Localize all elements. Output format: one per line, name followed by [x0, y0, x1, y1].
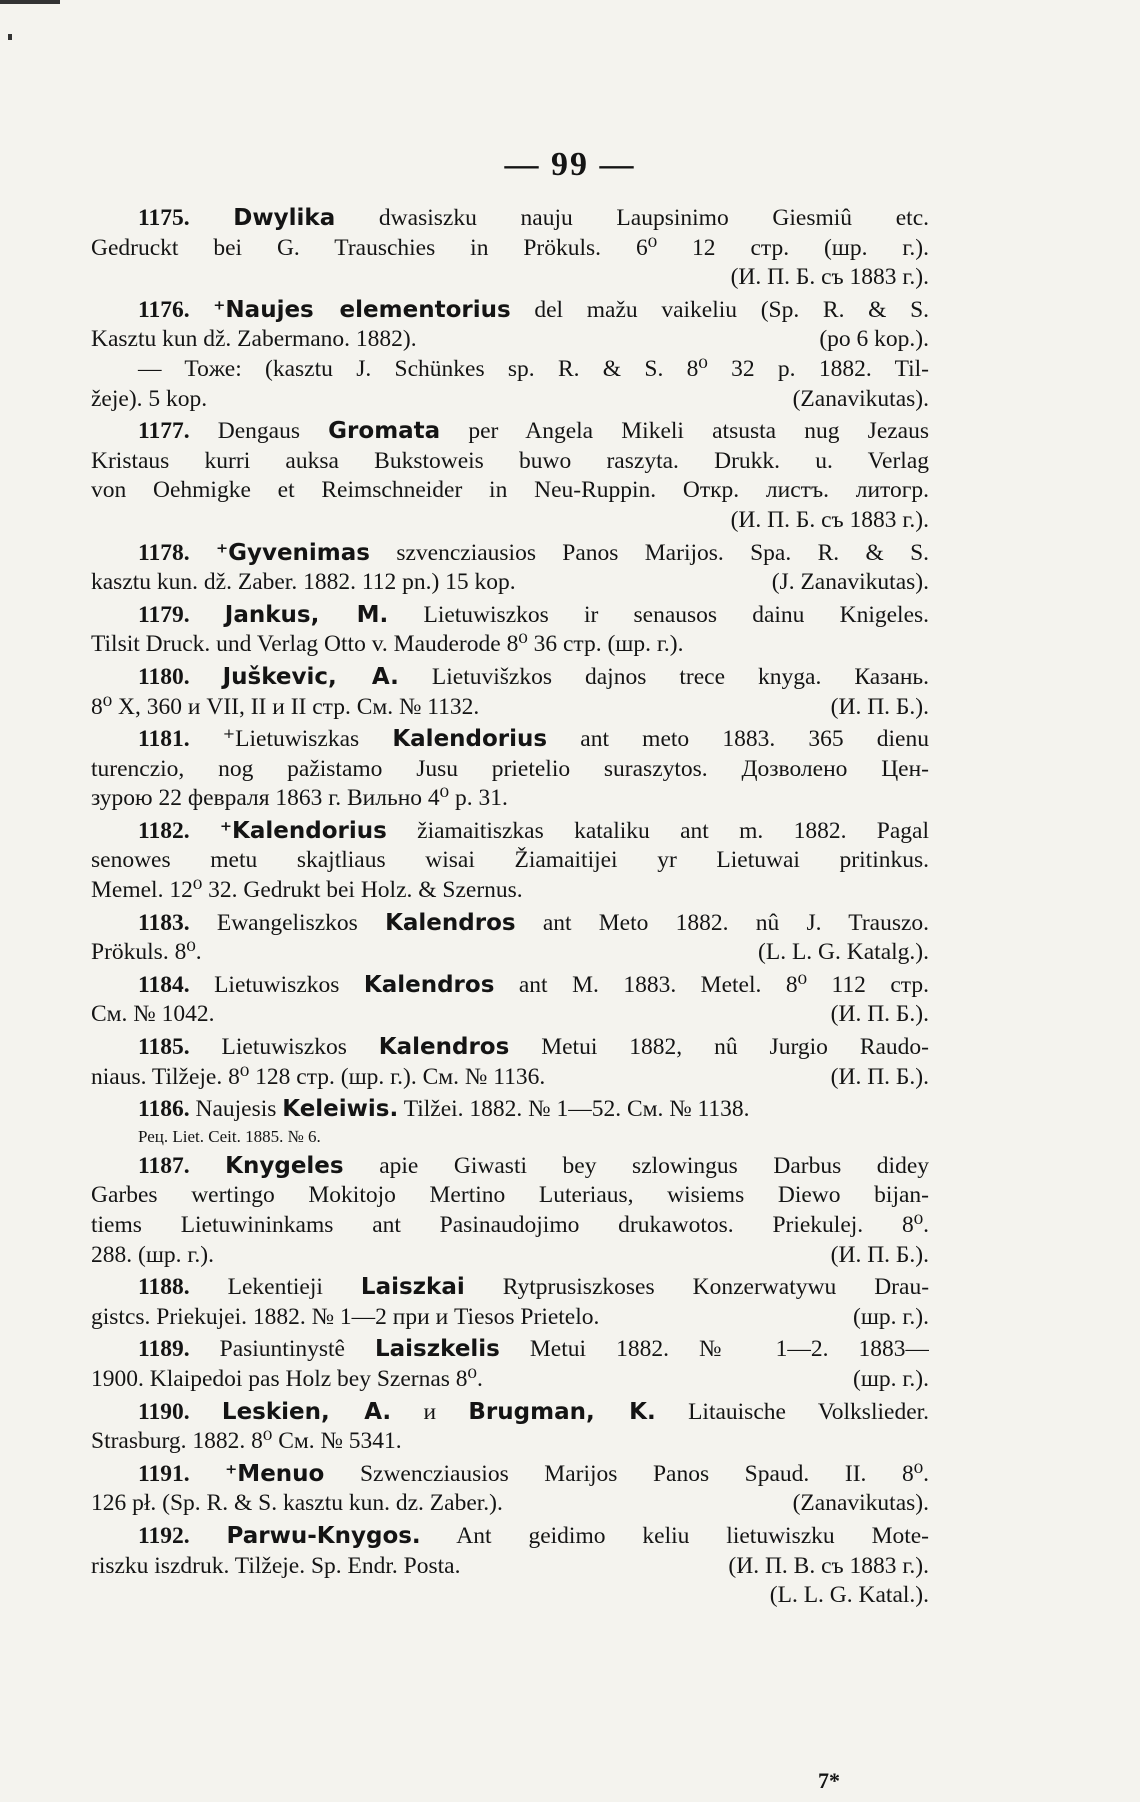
entry-heading: ⁺Naujes elementorius [213, 296, 511, 323]
entry-heading: Brugman, K. [468, 1398, 656, 1425]
entry-number: 1179. [138, 601, 190, 628]
entry-text: ant meto 1883. 365 dienu [580, 726, 929, 753]
entry-line [91, 355, 929, 385]
entry-heading: Laiszkelis [375, 1336, 500, 1363]
entry-heading: Jankus, M. [224, 601, 389, 628]
entry-line [91, 1398, 929, 1428]
bibliography-entry [91, 539, 929, 598]
bibliography-column [91, 204, 929, 1614]
entry-line [91, 1152, 929, 1182]
bibliography-entry [91, 1398, 929, 1457]
scan-mark-edge [8, 34, 12, 40]
entry-number: 1178. [138, 539, 190, 566]
entry-text: dwasiszku nauju Laupsinimo Giesmiû etc. [378, 205, 929, 231]
entry-line [91, 909, 929, 939]
entry-number: 1175. [138, 205, 190, 231]
entry-prefix: Dengaus [217, 418, 300, 445]
entry-line [91, 1365, 929, 1395]
entry-text: 126 pł. (Sp. R. & S. kasztu kun. dz. Zaber.). [91, 1490, 503, 1517]
entry-source: (И. П. В. съ 1883 г.). [728, 1552, 929, 1579]
entry-number: 1182. [138, 817, 190, 844]
entry-heading: Kalendros [378, 1034, 510, 1061]
bibliography-entry [91, 1273, 929, 1332]
bibliography-entry [91, 601, 929, 660]
entry-text: gistcs. Priekujei. 1882. № 1—2 при и Tiesos Prietelo. [91, 1303, 600, 1330]
entry-number: 1181. [138, 726, 190, 753]
entry-text: turenczio, nog pažistamo Jusu prietelio suraszytos. Дозволено Цен- [91, 755, 929, 782]
bibliography-entry [91, 296, 929, 414]
entry-number: 1191. [138, 1460, 190, 1487]
entry-number: 1190. [138, 1398, 190, 1425]
entry-line [91, 784, 929, 814]
scan-mark-top-left [0, 0, 60, 4]
entry-prefix: Pasiuntinystê [219, 1336, 345, 1363]
entry-line [91, 1181, 929, 1211]
entry-prefix: ⁺Lietuwiszkas [222, 726, 360, 753]
entry-line [91, 1581, 929, 1611]
entry-line [91, 755, 929, 785]
entry-line [91, 1522, 929, 1552]
entry-source: (po 6 kop.). [819, 326, 929, 353]
entry-line [91, 663, 929, 693]
entry-prefix: Lekentieji [227, 1274, 323, 1301]
entry-text: ant Meto 1882. nû J. Trauszo. [542, 909, 929, 936]
entry-line [91, 1427, 929, 1457]
bibliography-entry [91, 1152, 929, 1270]
entry-text: Tilžei. 1882. № 1—52. См. № 1138. [403, 1096, 750, 1123]
entry-line [91, 846, 929, 876]
entry-heading: Juškevic, A. [222, 663, 399, 690]
entry-line [91, 971, 929, 1001]
entry-line [91, 1241, 929, 1271]
entry-text: Tilsit Druck. und Verlag Otto v. Mauderode 8⁰ 36 стр. (шр. г.). [91, 631, 684, 658]
entry-line [91, 601, 929, 631]
bibliography-entry [91, 1095, 929, 1149]
entry-text: Garbes wertingo Mokitojo Mertino Luteriaus, wisiems Diewo bijan- [91, 1182, 929, 1209]
entry-line [91, 725, 929, 755]
entry-line [91, 476, 929, 506]
entry-text: Prökuls. 8⁰. [91, 939, 202, 966]
bibliography-entry [91, 417, 929, 535]
entry-text: Ant geidimo keliu lietuwiszku Mote- [456, 1522, 929, 1549]
entry-text: Kasztu kun dž. Zabermano. 1882). [91, 326, 417, 353]
entry-line [91, 1063, 929, 1093]
bibliography-entry [91, 909, 929, 968]
entry-line [91, 876, 929, 906]
entry-text: Kristaus kurri auksa Bukstoweis buwo raszyta. Drukk. u. Verlag [91, 447, 929, 474]
entry-heading: ⁺Menuo [225, 1460, 325, 1487]
bibliography-entry [91, 204, 929, 293]
bibliography-entry [91, 725, 929, 814]
entry-text: 8⁰ X, 360 и VII, II и II стр. См. № 1132. [91, 693, 480, 720]
bibliography-entry [91, 817, 929, 906]
bibliography-entry [91, 971, 929, 1030]
entry-prefix: Lietuwiszkos [221, 1034, 347, 1061]
entry-text: Metui 1882, nû Jurgio Raudo- [541, 1034, 929, 1061]
entry-text: — Toже: (kasztu J. Schünkes sp. R. & S. 8⁰ 32 p. 1882. Til- [138, 355, 929, 382]
entry-text: 288. (шр. г.). [91, 1241, 214, 1268]
entry-text: per Angela Mikeli atsusta nug Jezaus [468, 418, 929, 445]
entry-line [91, 693, 929, 723]
entry-source: (J. Zanavikutas). [771, 569, 929, 596]
entry-prefix: Lietuwiszkos [214, 971, 340, 998]
entry-line [91, 1489, 929, 1519]
entry-text: szvencziausios Panos Marijos. Spa. R. & S. [396, 539, 929, 566]
page-number: — 99 — [504, 146, 636, 183]
entry-text: senowes metu skajtliaus wisai Žiamaitijei yr Lietuwai pritinkus. [91, 847, 929, 874]
entry-text: Szwencziausios Marijos Panos Spaud. II. 8⁰. [359, 1460, 929, 1487]
entry-text: žiamaitiszkas kataliku ant m. 1882. Pagal [417, 817, 929, 844]
entry-number: 1187. [138, 1152, 190, 1179]
entry-text: apie Giwasti bey szlowingus Darbus didey [379, 1152, 929, 1179]
entry-line [91, 325, 929, 355]
entry-text: зурою 22 февраля 1863 г. Вильно 4⁰ p. 31. [91, 785, 508, 812]
bibliography-entry [91, 1033, 929, 1092]
entry-line [91, 506, 929, 536]
entry-source: (И. П. Б.). [830, 1063, 929, 1090]
entry-line [91, 1552, 929, 1582]
entry-heading: ⁺Gyvenimas [215, 539, 370, 566]
entry-text: Metui 1882. № 1—2. 1883— [529, 1336, 929, 1363]
entry-source: (L. L. G. Katalg.). [758, 939, 929, 966]
entry-line [91, 296, 929, 326]
entry-conjunction: и [423, 1398, 437, 1425]
entry-review-note: Рец. Liet. Ceit. 1885. № 6. [138, 1126, 321, 1146]
entry-line [91, 385, 929, 415]
entry-heading: Kalendros [385, 909, 516, 936]
entry-heading: ⁺Kalendorius [219, 817, 387, 844]
entry-line [91, 938, 929, 968]
entry-source: (шр. г.). [853, 1303, 929, 1330]
entry-heading: Gromata [328, 418, 441, 445]
entry-prefix: Naujesis [195, 1096, 277, 1123]
entry-source: (L. L. G. Katal.). [769, 1582, 929, 1609]
entry-text: 1900. Klaipedoi pas Holz bey Szernas 8⁰. [91, 1365, 483, 1392]
entry-heading: Parwu-Knygos. [226, 1522, 421, 1549]
entry-line [91, 539, 929, 569]
entry-text: žeje). 5 kop. [91, 385, 208, 412]
entry-line [91, 1460, 929, 1490]
entry-text: von Oehmigke et Reimschneider in Neu-Ruppin. Откр. листъ. литогр. [91, 477, 929, 504]
entry-source: (И. П. Б. съ 1883 г.). [730, 264, 929, 291]
entry-line [91, 1095, 929, 1125]
entry-heading: Leskien, A. [221, 1398, 392, 1425]
entry-text: riszku iszdruk. Tilžeje. Sp. Endr. Posta. [91, 1552, 461, 1579]
entry-number: 1189. [138, 1336, 190, 1363]
bibliography-entry [91, 663, 929, 722]
entry-line [91, 417, 929, 447]
entry-number: 1183. [138, 909, 190, 936]
entry-line [91, 1000, 929, 1030]
entry-source: (И. П. Б.). [830, 1241, 929, 1268]
entry-number: 1184. [138, 971, 190, 998]
entry-text: del mažu vaikeliu (Sp. R. & S. [534, 296, 929, 323]
entry-number: 1177. [138, 418, 190, 445]
entry-line [91, 1033, 929, 1063]
entry-heading: Kalendorius [392, 726, 548, 753]
entry-text: ant M. 1883. Metel. 8⁰ 112 стр. [518, 971, 929, 998]
entry-line [91, 204, 929, 234]
entry-number: 1186. [138, 1096, 190, 1123]
entry-text: Lietuvišzkos dajnos trece knyga. Казань. [431, 663, 929, 690]
bibliography-entry [91, 1460, 929, 1519]
entry-line [91, 263, 929, 293]
entry-source: (И. П. Б.). [830, 693, 929, 720]
entry-text: См. № 1042. [91, 1001, 215, 1028]
entry-line [91, 817, 929, 847]
entry-prefix: Ewangeliszkos [216, 909, 358, 936]
entry-number: 1192. [138, 1522, 190, 1549]
entry-line [91, 630, 929, 660]
entry-source: (Zanavikutas). [792, 1490, 929, 1517]
entry-text: tiems Lietuwininkams ant Pasinaudojimo drukawotos. Priekulej. 8⁰. [91, 1212, 929, 1238]
entry-line [91, 568, 929, 598]
entry-number: 1176. [138, 296, 190, 323]
entry-text: niaus. Tilžeje. 8⁰ 128 стр. (шр. г.). См. № 1136. [91, 1063, 546, 1090]
entry-heading: Kalendros [363, 971, 495, 998]
entry-number: 1180. [138, 663, 190, 690]
entry-heading: Knygeles [225, 1152, 344, 1179]
entry-text: Rytprusiszkoses Konzerwatywu Drau- [502, 1274, 929, 1301]
entry-source: (шр. г.). [853, 1365, 929, 1392]
bibliography-entry [91, 1335, 929, 1394]
entry-line [91, 447, 929, 477]
entry-text: Strasburg. 1882. 8⁰ См. № 5341. [91, 1428, 402, 1455]
entry-number: 1185. [138, 1034, 190, 1061]
entry-number: 1188. [138, 1274, 190, 1301]
entry-source: (И. П. Б. съ 1883 г.). [730, 506, 929, 533]
entry-line [91, 1273, 929, 1303]
entry-text: Litauische Volkslieder. [688, 1398, 929, 1425]
entry-heading: Laiszkai [360, 1274, 465, 1301]
entry-text: Gedruckt bei G. Trauschies in Prökuls. 6⁰ 12 стр. (шр. г.). [91, 234, 929, 261]
entry-line [91, 1335, 929, 1365]
entry-source: (Zanavikutas). [792, 385, 929, 412]
entry-text: Lietuwiszkos ir senausos dainu Knigeles. [423, 601, 929, 628]
catchword: 7* [818, 1768, 840, 1793]
entry-text: Memel. 12⁰ 32. Gedrukt bei Holz. & Szernus. [91, 877, 523, 904]
bibliography-entry [91, 1522, 929, 1611]
entry-source: (И. П. Б.). [830, 1001, 929, 1028]
entry-heading: Keleiwis. [282, 1096, 399, 1123]
entry-text: kasztu kun. dž. Zaber. 1882. 112 pn.) 15 kop. [91, 569, 516, 596]
entry-heading: Dwylika [233, 205, 336, 231]
entry-line [91, 1211, 929, 1241]
entry-line [91, 1303, 929, 1333]
entry-line [91, 234, 929, 264]
